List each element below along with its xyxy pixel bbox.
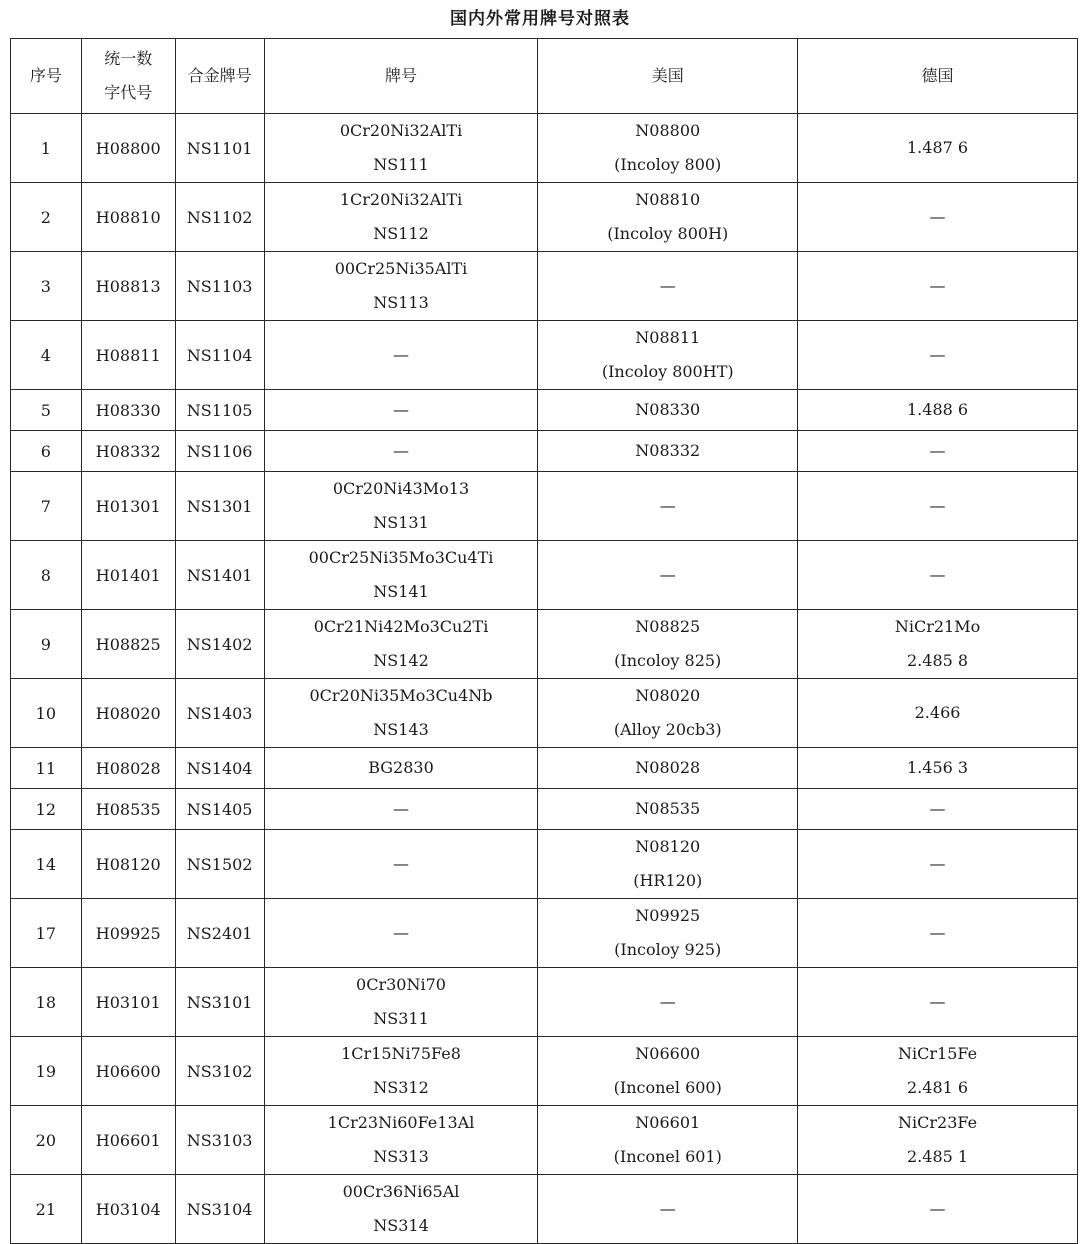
cell-grade <box>264 1037 538 1106</box>
cell-usa-line: N08028 <box>635 758 701 777</box>
cell-alloy-grade: NS3102 <box>175 1037 264 1106</box>
cell-grade-line: 0Cr21Ni42Mo3Cu2Ti <box>313 617 489 636</box>
cell-grade <box>264 610 538 679</box>
cell-grade <box>264 183 538 252</box>
cell-grade-line: — <box>393 854 409 873</box>
cell-grade-line: 1Cr15Ni75Fe8 <box>341 1044 461 1063</box>
cell-seq: 4 <box>11 321 82 390</box>
cell-grade-line: NS143 <box>373 720 429 739</box>
cell-unified-code: H09925 <box>81 899 175 968</box>
cell-unified-code: H08825 <box>81 610 175 679</box>
cell-germany <box>798 431 1078 472</box>
cell-grade <box>264 679 538 748</box>
cell-grade-line: NS313 <box>373 1147 429 1166</box>
cell-usa <box>538 431 798 472</box>
cell-usa-line: (Inconel 600) <box>613 1078 722 1097</box>
cell-alloy-grade: NS1106 <box>175 431 264 472</box>
cell-usa <box>538 1037 798 1106</box>
cell-usa <box>538 1106 798 1175</box>
table-title: 国内外常用牌号对照表 <box>450 9 630 29</box>
cell-usa <box>538 748 798 789</box>
cell-grade <box>264 789 538 830</box>
cell-grade-line: 0Cr20Ni35Mo3Cu4Nb <box>309 686 493 705</box>
cell-seq: 2 <box>11 183 82 252</box>
table-row <box>11 252 1078 321</box>
cell-usa-line: N09925 <box>635 906 701 925</box>
cell-grade-line: NS142 <box>373 651 429 670</box>
cell-germany <box>798 1037 1078 1106</box>
cell-seq: 11 <box>11 748 82 789</box>
cell-unified-code: H08810 <box>81 183 175 252</box>
cell-grade-line: NS111 <box>373 155 429 174</box>
cell-germany-line: — <box>929 441 946 460</box>
cell-germany-line: NiCr21Mo <box>894 617 981 636</box>
header-seq: 序号 <box>11 39 82 114</box>
table-row <box>11 541 1078 610</box>
cell-grade-line: NS311 <box>373 1009 429 1028</box>
cell-grade-line: — <box>393 441 409 460</box>
table-row <box>11 679 1078 748</box>
cell-usa <box>538 968 798 1037</box>
table-row <box>11 1175 1078 1244</box>
cell-unified-code: H08332 <box>81 431 175 472</box>
cell-grade-line: NS113 <box>373 293 429 312</box>
cell-grade-line: BG2830 <box>368 758 434 777</box>
cell-usa <box>538 252 798 321</box>
cell-usa-line: — <box>659 496 676 515</box>
table-row <box>11 321 1078 390</box>
cell-usa-line: — <box>659 1199 676 1218</box>
cell-seq: 10 <box>11 679 82 748</box>
cell-germany-line: NiCr15Fe <box>898 1044 978 1063</box>
table-row <box>11 789 1078 830</box>
cell-germany <box>798 390 1078 431</box>
cell-usa-line: N08120 <box>635 837 701 856</box>
cell-unified-code: H08535 <box>81 789 175 830</box>
cell-germany <box>798 679 1078 748</box>
cell-seq: 19 <box>11 1037 82 1106</box>
cell-germany-line: — <box>929 565 946 584</box>
cell-unified-code: H03101 <box>81 968 175 1037</box>
cell-grade <box>264 899 538 968</box>
cell-seq: 6 <box>11 431 82 472</box>
cell-grade <box>264 748 538 789</box>
cell-alloy-grade: NS1103 <box>175 252 264 321</box>
cell-germany-line: 2.485 8 <box>907 651 969 670</box>
table-row <box>11 899 1078 968</box>
cell-germany-line: — <box>929 1199 946 1218</box>
cell-grade-line: NS131 <box>373 513 429 532</box>
table-row <box>11 968 1078 1037</box>
cell-germany <box>798 1106 1078 1175</box>
cell-alloy-grade: NS1101 <box>175 114 264 183</box>
cell-alloy-grade: NS1402 <box>175 610 264 679</box>
cell-alloy-grade: NS3104 <box>175 1175 264 1244</box>
header-alloy-grade: 合金牌号 <box>175 39 264 114</box>
header-germany: 德国 <box>798 39 1078 114</box>
cell-usa-line: N08535 <box>635 799 701 818</box>
cell-germany-line: — <box>929 799 946 818</box>
cell-alloy-grade: NS1403 <box>175 679 264 748</box>
cell-alloy-grade: NS1104 <box>175 321 264 390</box>
cell-grade <box>264 390 538 431</box>
table-row <box>11 472 1078 541</box>
header-unified-code <box>81 39 175 114</box>
cell-usa <box>538 610 798 679</box>
cell-usa-line: N06600 <box>635 1044 701 1063</box>
cell-germany <box>798 183 1078 252</box>
table-row <box>11 748 1078 789</box>
cell-germany <box>798 748 1078 789</box>
cell-usa-line: (Incoloy 800) <box>614 155 722 174</box>
cell-alloy-grade: NS1401 <box>175 541 264 610</box>
cell-unified-code: H01401 <box>81 541 175 610</box>
cell-alloy-grade: NS1301 <box>175 472 264 541</box>
cell-grade-line: NS112 <box>373 224 429 243</box>
cell-germany-line: 1.487 6 <box>907 138 969 157</box>
table-row <box>11 390 1078 431</box>
table-row <box>11 1106 1078 1175</box>
cell-germany-line: 2.466 <box>914 703 961 722</box>
cell-usa <box>538 830 798 899</box>
cell-germany <box>798 830 1078 899</box>
cell-usa-line: (HR120) <box>633 871 703 890</box>
cell-germany-line: 2.485 1 <box>907 1147 969 1166</box>
header-unified-code-line1: 统一数 <box>104 49 153 68</box>
cell-germany <box>798 899 1078 968</box>
table-row <box>11 183 1078 252</box>
cell-usa-line: N08825 <box>635 617 701 636</box>
cell-seq: 3 <box>11 252 82 321</box>
cell-grade <box>264 431 538 472</box>
cell-seq: 20 <box>11 1106 82 1175</box>
header-row <box>11 39 1078 114</box>
cell-alloy-grade: NS1404 <box>175 748 264 789</box>
cell-unified-code: H08120 <box>81 830 175 899</box>
cell-unified-code: H06601 <box>81 1106 175 1175</box>
cell-grade-line: 00Cr36Ni65Al <box>342 1182 460 1201</box>
cell-unified-code: H03104 <box>81 1175 175 1244</box>
cell-alloy-grade: NS3103 <box>175 1106 264 1175</box>
cell-seq: 18 <box>11 968 82 1037</box>
cell-usa-line: N08020 <box>635 686 701 705</box>
cell-unified-code: H08020 <box>81 679 175 748</box>
cell-grade-line: NS314 <box>373 1216 429 1235</box>
cell-seq: 21 <box>11 1175 82 1244</box>
cell-germany <box>798 789 1078 830</box>
cell-usa <box>538 541 798 610</box>
cell-grade-line: 0Cr30Ni70 <box>356 975 446 994</box>
cell-grade <box>264 1175 538 1244</box>
cell-seq: 8 <box>11 541 82 610</box>
cell-germany-line: 1.456 3 <box>907 758 969 777</box>
cell-grade <box>264 252 538 321</box>
cell-grade-line: NS141 <box>373 582 429 601</box>
cell-usa <box>538 321 798 390</box>
cell-germany-line: — <box>929 992 946 1011</box>
cell-germany <box>798 968 1078 1037</box>
cell-grade <box>264 321 538 390</box>
cell-unified-code: H08028 <box>81 748 175 789</box>
cell-germany-line: — <box>929 496 946 515</box>
cell-germany <box>798 610 1078 679</box>
cell-germany <box>798 114 1078 183</box>
cell-usa-line: — <box>659 992 676 1011</box>
table-body <box>11 114 1078 1244</box>
cell-germany-line: 1.488 6 <box>907 400 969 419</box>
cell-grade <box>264 1106 538 1175</box>
cell-alloy-grade: NS1105 <box>175 390 264 431</box>
cell-grade-line: 1Cr23Ni60Fe13Al <box>327 1113 475 1132</box>
cell-usa <box>538 1175 798 1244</box>
cell-unified-code: H01301 <box>81 472 175 541</box>
cell-usa-line: — <box>659 276 676 295</box>
table-row <box>11 1037 1078 1106</box>
grade-comparison-table <box>10 38 1078 1244</box>
cell-seq: 12 <box>11 789 82 830</box>
cell-grade-line: 0Cr20Ni32AlTi <box>339 121 463 140</box>
cell-unified-code: H08813 <box>81 252 175 321</box>
cell-usa <box>538 114 798 183</box>
cell-grade-line: NS312 <box>373 1078 429 1097</box>
cell-alloy-grade: NS1502 <box>175 830 264 899</box>
cell-usa-line: N08810 <box>635 190 701 209</box>
cell-seq: 14 <box>11 830 82 899</box>
cell-grade <box>264 968 538 1037</box>
cell-grade <box>264 472 538 541</box>
cell-alloy-grade: NS1102 <box>175 183 264 252</box>
cell-usa <box>538 789 798 830</box>
cell-usa-line: N08811 <box>635 328 701 347</box>
cell-usa <box>538 472 798 541</box>
cell-germany <box>798 252 1078 321</box>
cell-usa-line: (Incoloy 925) <box>614 940 722 959</box>
cell-germany-line: — <box>929 345 946 364</box>
cell-usa-line: N08330 <box>635 400 701 419</box>
header-unified-code-line2: 字代号 <box>104 83 153 102</box>
cell-germany <box>798 321 1078 390</box>
cell-seq: 7 <box>11 472 82 541</box>
cell-usa-line: — <box>659 565 676 584</box>
cell-usa-line: (Alloy 20cb3) <box>613 720 722 739</box>
cell-usa-line: (Incoloy 825) <box>614 651 722 670</box>
cell-usa <box>538 183 798 252</box>
cell-usa <box>538 679 798 748</box>
cell-grade-line: — <box>393 345 409 364</box>
cell-usa-line: (Incoloy 800HT) <box>601 362 734 381</box>
table-row <box>11 830 1078 899</box>
cell-seq: 17 <box>11 899 82 968</box>
cell-grade-line: — <box>393 400 409 419</box>
cell-usa-line: (Incoloy 800H) <box>607 224 729 243</box>
table-row <box>11 114 1078 183</box>
cell-grade-line: 00Cr25Ni35AlTi <box>334 259 468 278</box>
cell-germany-line: — <box>929 854 946 873</box>
cell-grade-line: — <box>393 923 409 942</box>
cell-usa-line: N06601 <box>635 1113 701 1132</box>
header-usa: 美国 <box>538 39 798 114</box>
cell-germany <box>798 472 1078 541</box>
cell-unified-code: H06600 <box>81 1037 175 1106</box>
header-grade: 牌号 <box>264 39 538 114</box>
cell-usa-line: (Inconel 601) <box>613 1147 722 1166</box>
cell-grade-line: 00Cr25Ni35Mo3Cu4Ti <box>308 548 494 567</box>
cell-alloy-grade: NS1405 <box>175 789 264 830</box>
cell-alloy-grade: NS3101 <box>175 968 264 1037</box>
cell-germany-line: NiCr23Fe <box>898 1113 978 1132</box>
cell-germany-line: — <box>929 276 946 295</box>
cell-grade <box>264 830 538 899</box>
cell-germany-line: — <box>929 207 946 226</box>
cell-germany-line: — <box>929 923 946 942</box>
cell-unified-code: H08811 <box>81 321 175 390</box>
cell-alloy-grade: NS2401 <box>175 899 264 968</box>
cell-seq: 5 <box>11 390 82 431</box>
cell-grade-line: 1Cr20Ni32AlTi <box>339 190 463 209</box>
cell-grade-line: — <box>393 799 409 818</box>
cell-germany <box>798 541 1078 610</box>
cell-usa-line: N08332 <box>635 441 701 460</box>
cell-seq: 1 <box>11 114 82 183</box>
cell-usa <box>538 390 798 431</box>
cell-unified-code: H08330 <box>81 390 175 431</box>
cell-usa <box>538 899 798 968</box>
cell-germany <box>798 1175 1078 1244</box>
cell-usa-line: N08800 <box>635 121 701 140</box>
cell-grade <box>264 541 538 610</box>
table-row <box>11 610 1078 679</box>
cell-grade <box>264 114 538 183</box>
cell-grade-line: 0Cr20Ni43Mo13 <box>332 479 470 498</box>
cell-seq: 9 <box>11 610 82 679</box>
cell-germany-line: 2.481 6 <box>907 1078 969 1097</box>
table-row <box>11 431 1078 472</box>
cell-unified-code: H08800 <box>81 114 175 183</box>
